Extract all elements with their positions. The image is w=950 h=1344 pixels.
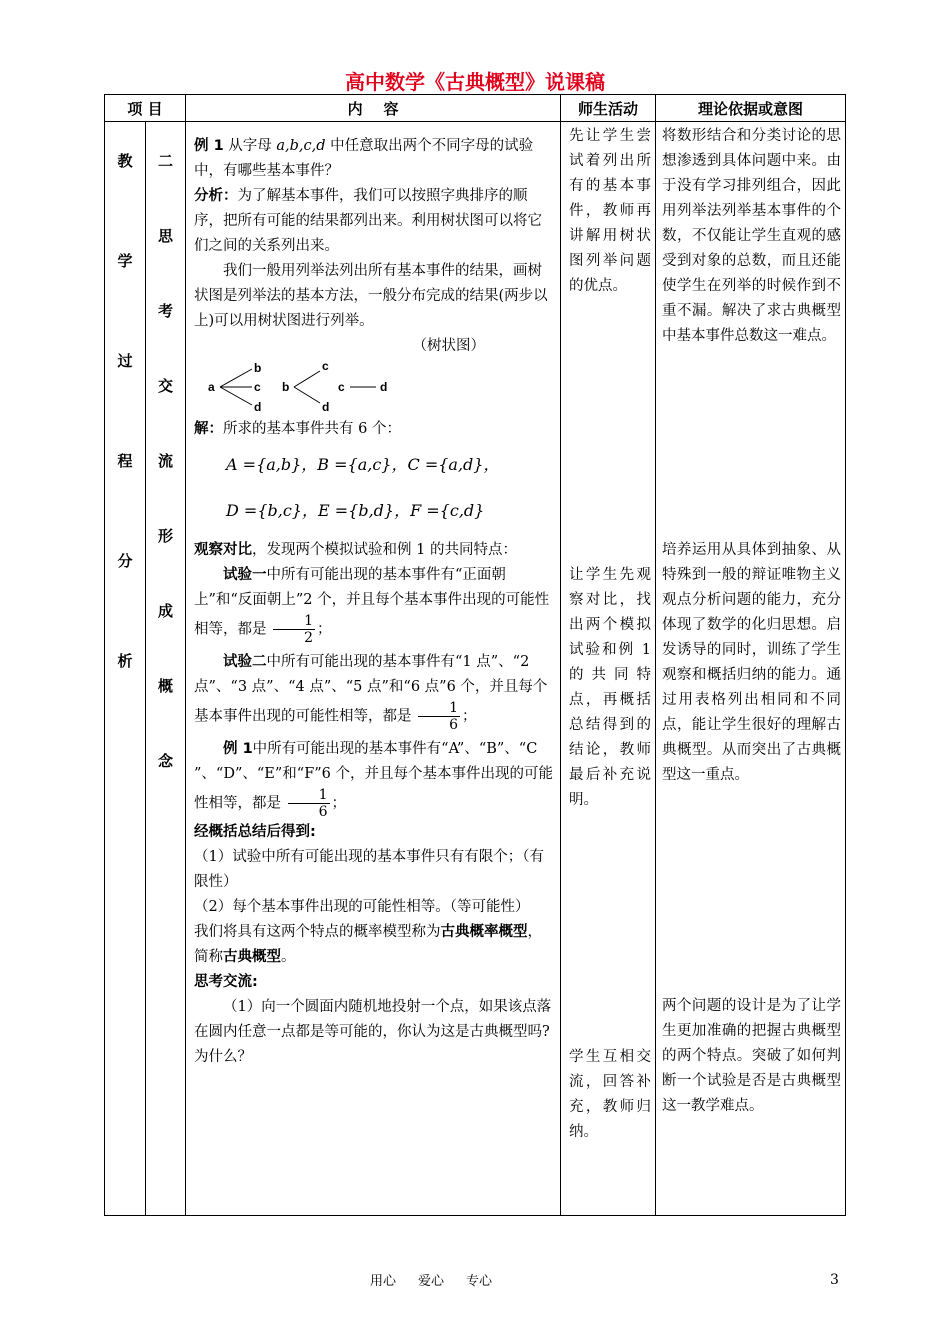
tree-node: b <box>282 380 290 394</box>
solution: 解：所求的基本事件共有 6 个： <box>194 421 401 437</box>
header-content: 内 容 <box>186 95 561 122</box>
footer-motto: 用心 爱心 专心 <box>370 1274 493 1289</box>
fraction: $\frac{1}{2}$ <box>273 613 315 646</box>
tree-node: d <box>254 400 262 414</box>
fraction: $\frac{1}{6}$ <box>418 700 460 733</box>
activity-1: 先让学生尝试着列出所有的基本事件，教师再讲解用树状图列举问题的优点。 <box>569 128 652 294</box>
activity-cell <box>561 122 656 1216</box>
tree-node: a <box>208 380 215 394</box>
header-activity: 师生活动 <box>561 95 656 122</box>
tree-node: c <box>322 359 329 373</box>
tree-node: d <box>322 400 330 414</box>
tree-node: c <box>254 380 261 394</box>
rationale-cell <box>656 122 846 1216</box>
activity-2: 让学生先观察对比，找出两个模拟试验和例 1 的共同特点，再概括总结得到的结论，教师最后补充说明。 <box>569 567 652 808</box>
summary-item-2: （2）每个基本事件出现的可能性相等。（等可能性） <box>194 899 530 915</box>
tree-node: b <box>254 361 262 375</box>
page-title: 高中数学《古典概型》说课稿 <box>345 70 605 94</box>
tree-node: c <box>338 380 345 394</box>
content-cell <box>186 122 561 1216</box>
rationale-3: 两个问题的设计是为了让学生更加准确的把握古典概型的两个特点。突破了如何判断一个试验是否是古典概型这一教学难点。 <box>662 998 842 1114</box>
example-1-summary: 例 1中所有可能出现的基本事件有“A”、“B”、“C ”、“D”、“E”和“F”6 个，并且每个基本事件出现的可能性相等，都是 $\frac{1}{6}$ ； <box>194 741 554 820</box>
table-row <box>105 122 846 1216</box>
equation-line-2: D ={b,c}，E ={b,d}，F ={c,d} <box>226 501 485 520</box>
table-header-row <box>105 95 846 122</box>
page-number: 3 <box>830 1272 839 1288</box>
example-1: 例 1 从字母 a,b,c,d 中任意取出两个不同字母的试验中，有哪些基本事件？ <box>194 138 534 179</box>
trial-1: 试验一中所有可能出现的基本事件有“正面朝上”和“反面朝上”2 个，并且每个基本事件出现的可能性相等，都是 $\frac{1}{2}$ ； <box>194 567 550 646</box>
definition: 我们将具有这两个特点的概率模型称为古典概率概型，简称古典概型。 <box>194 924 543 965</box>
trial-2: 试验二中所有可能出现的基本事件有“1 点”、“2 点”、“3 点”、“4 点”、“5 点”和“6 点”6 个，并且每个基本事件出现的可能性相等，都是 $\frac{1}{6}$ ； <box>194 654 548 733</box>
side-label-section: 二 思 考 交 流 形 成 概 念 <box>146 122 186 1216</box>
header-rationale: 理论依据或意图 <box>656 95 846 122</box>
think-heading: 思考交流: <box>194 974 258 990</box>
equation-line-1: A ={a,b}，B ={a,c}，C ={a,d}， <box>226 455 500 474</box>
rationale-1: 将数形结合和分类讨论的思想渗透到具体问题中来。由于没有学习排列组合，因此用列举法列举基本事件的个数，不仅能让学生直观的感受到对象的总数，而且还能使学生在列举的时候作到不重不漏。解决了求古典概型中基本事件总数这一难点。 <box>662 128 842 344</box>
header-project: 项 目 <box>105 95 186 122</box>
side-label-teaching-process: 教 学 过 程 分 析 <box>105 122 146 1216</box>
rationale-2: 培养运用从具体到抽象、从特殊到一般的辩证唯物主义观点分析问题的能力，充分体现了数学的化归思想。启发诱导的同时，训练了学生观察和概括归纳的能力。通过用表格列出相同和不同点，能让学生很好的理解古典概型。从而突出了古典概型这一重点。 <box>662 542 842 783</box>
analysis: 分析：为了解基本事件，我们可以按照字典排序的顺序，把所有可能的结果都列出来。利用树状图可以将它们之间的关系列出来。 <box>194 188 543 254</box>
tree-caption: （树状图） <box>412 338 486 354</box>
summary-item-1: （1）试验中所有可能出现的基本事件只有有限个；（有限性） <box>194 849 544 890</box>
fraction: $\frac{1}{6}$ <box>288 787 330 820</box>
activity-3: 学生互相交流，回答补充，教师归纳。 <box>569 1049 652 1140</box>
think-question-1: （1）向一个圆面内随机地投射一个点，如果该点落在圆内任意一点都是等可能的，你认为这是古典概型吗?为什么？ <box>194 999 552 1065</box>
summary-heading: 经概括总结后得到: <box>194 824 316 840</box>
lesson-table <box>104 94 846 1216</box>
tree-diagram <box>204 359 424 415</box>
method-paragraph: 我们一般用列举法列出所有基本事件的结果，画树状图是列举法的基本方法，一般分布完成的结果(两步以上)可以用树状图进行列举。 <box>194 263 548 329</box>
tree-node: d <box>380 380 388 394</box>
observe-compare: 观察对比，发现两个模拟试验和例 1 的共同特点： <box>194 542 517 558</box>
